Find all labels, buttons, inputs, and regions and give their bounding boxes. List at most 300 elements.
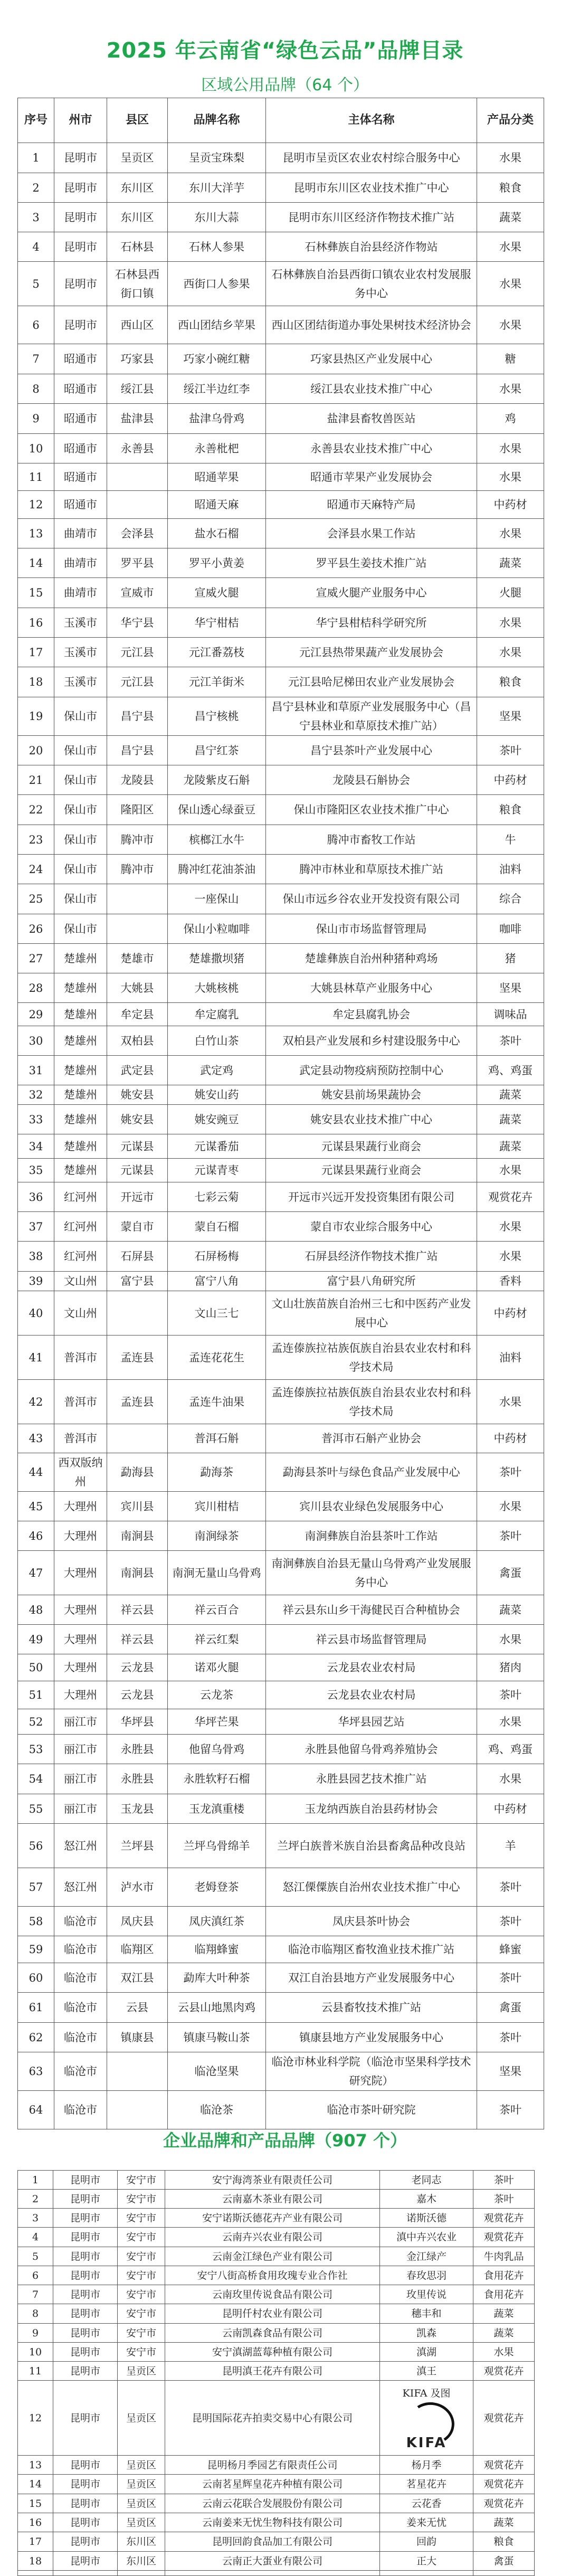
cell-entity-name: 绥江县农业技术推广中心	[266, 374, 477, 404]
table-row	[18, 795, 544, 825]
cell-brand-name: 牟定腐乳	[168, 1003, 266, 1026]
cell-county: 勐海县	[107, 1453, 168, 1492]
cell-county: 华坪县	[107, 1709, 168, 1735]
cell-entity-name: 诺斯沃德	[380, 2209, 473, 2228]
cell-brand-name: 西山团结乡苹果	[168, 306, 266, 344]
cell-county: 昌宁县	[107, 697, 168, 736]
cell-prefecture: 文山州	[54, 1272, 107, 1291]
cell-prefecture: 保山市	[54, 884, 107, 914]
cell-county: 镇康县	[107, 2023, 168, 2052]
cell-entity-name: 姚安县前场果蔬协会	[266, 1085, 477, 1105]
cell-brand-name: 七彩云菊	[168, 1182, 266, 1212]
cell-prefecture: 西双版纳州	[54, 1453, 107, 1492]
table-row	[18, 1056, 544, 1085]
cell-entity-name: 昭通市苹果产业发展协会	[266, 463, 477, 491]
cell-entity-name: 永善县农业技术推广中心	[266, 434, 477, 463]
cell-entity-name: 大姚县林草产业服务中心	[266, 973, 477, 1003]
cell-county: 祥云县	[107, 1595, 168, 1625]
cell-prefecture: 临沧市	[54, 2023, 107, 2052]
kifa-label: KIFA 及图	[402, 2387, 451, 2399]
cell-entity-name: 凤庆县茶叶协会	[266, 1907, 477, 1936]
cell-prefecture: 昆明市	[53, 2247, 118, 2266]
cell-entity-name: 怒江傈僳族自治州农业技术推广中心	[266, 1868, 477, 1907]
cell-brand-name: 临沧坚果	[168, 2052, 266, 2091]
cell-entity-name: 罗平县生姜技术推广站	[266, 548, 477, 578]
cell-prefecture: 昆明市	[54, 143, 107, 173]
cell-county: 兰坪县	[107, 1824, 168, 1868]
table-row	[18, 1907, 544, 1936]
cell-entity-name: 元江县哈尼梯田农业产业发展协会	[266, 667, 477, 697]
cell-prefecture: 普洱市	[54, 1424, 107, 1453]
cell-index	[18, 2571, 53, 2576]
cell-brand-name: 昆明仟村农业有限公司	[165, 2304, 380, 2324]
cell-brand-name: 昭通苹果	[168, 463, 266, 491]
cell-product-category: 禽蛋	[477, 1993, 544, 2023]
cell-entity-name: 姜来无忧	[380, 2513, 473, 2532]
table-row	[18, 973, 544, 1003]
cell-prefecture: 大理州	[54, 1521, 107, 1551]
cell-prefecture: 昆明市	[53, 2304, 118, 2324]
cell-entity-name: 普洱市石斛产业协会	[266, 1424, 477, 1453]
table-row	[18, 2552, 535, 2571]
cell-product-category: 综合	[477, 884, 544, 914]
cell-entity-name: 回韵	[380, 2532, 473, 2552]
cell-product-category: 茶叶	[477, 736, 544, 765]
cell-index: 37	[18, 1212, 54, 1242]
cell-prefecture: 大理州	[54, 1654, 107, 1681]
cell-entity-name: 茗星花卉	[380, 2475, 473, 2494]
cell-index: 35	[18, 1159, 54, 1182]
cell-entity-name: 孟连傣族拉祜族佤族自治县农业农村和科学技术局	[266, 1380, 477, 1424]
cell-prefecture: 曲靖市	[54, 548, 107, 578]
cell-product-category: 水果	[477, 1212, 544, 1242]
cell-entity-name: 云龙县农业农村局	[266, 1681, 477, 1709]
cell-entity-name: 凯森	[380, 2324, 473, 2343]
cell-brand-name: 安宁海湾茶业有限责任公司	[165, 2171, 380, 2190]
cell-index: 19	[18, 697, 54, 736]
cell-index: 63	[18, 2052, 54, 2091]
cell-county: 罗平县	[107, 548, 168, 578]
cell-product-category: 水果	[477, 1625, 544, 1654]
cell-county: 孟连县	[107, 1380, 168, 1424]
cell-product-category: 鸡	[477, 404, 544, 434]
table-row	[18, 548, 544, 578]
cell-product-category: 水果	[477, 1380, 544, 1424]
cell-county: 安宁市	[118, 2343, 165, 2362]
cell-index: 17	[18, 2532, 53, 2552]
section-title-regional-brands: 区域公用品牌（64 个）	[201, 76, 369, 94]
cell-brand-name: 昆明杨月季园艺有限责任公司	[165, 2456, 380, 2475]
cell-brand-name: 云南嘉木茶业有限公司	[165, 2190, 380, 2209]
cell-brand-name: 武定鸡	[168, 1056, 266, 1085]
cell-brand-name: 一座保山	[168, 884, 266, 914]
cell-product-category: 中药材	[477, 1291, 544, 1336]
cell-prefecture: 红河州	[54, 1182, 107, 1212]
cell-entity-name: 开远市兴远开发投资集团有限公司	[266, 1182, 477, 1212]
cell-county: 富宁县	[107, 1272, 168, 1291]
cell-county: 元谋县	[107, 1159, 168, 1182]
cell-index: 44	[18, 1453, 54, 1492]
cell-prefecture: 昆明市	[53, 2324, 118, 2343]
cell-product-category: 坚果	[477, 697, 544, 736]
cell-product-category: 中药材	[477, 765, 544, 795]
cell-entity-name: 滇湖	[380, 2343, 473, 2362]
cell-prefecture: 丽江市	[54, 1709, 107, 1735]
cell-brand-name: 玉龙滇重楼	[168, 1794, 266, 1824]
cell-prefecture: 红河州	[54, 1242, 107, 1272]
cell-product-category: 水果	[477, 434, 544, 463]
cell-county: 双柏县	[107, 1026, 168, 1056]
cell-index: 33	[18, 1105, 54, 1134]
cell-brand-name: 诺邓火腿	[168, 1654, 266, 1681]
cell-entity-name: 宣威火腿产业服务中心	[266, 578, 477, 608]
cell-product-category: 水果	[477, 1492, 544, 1521]
cell-product-category: 茶叶	[473, 2190, 535, 2209]
cell-index: 34	[18, 1134, 54, 1159]
cell-brand-name: 华坪芒果	[168, 1709, 266, 1735]
table-row	[18, 404, 544, 434]
cell-brand-name: 安宁诺斯沃德花卉产业有限公司	[165, 2209, 380, 2228]
cell-prefecture: 临沧市	[54, 1993, 107, 2023]
cell-brand-name: 勐海茶	[168, 1453, 266, 1492]
cell-county: 大姚县	[107, 973, 168, 1003]
cell-product-category: 牛	[477, 825, 544, 855]
table-row	[18, 203, 544, 232]
cell-product-category: 油料	[477, 1336, 544, 1380]
cell-product-category: 观赏花卉	[473, 2475, 535, 2494]
cell-brand-name: 云南卉兴农业有限公司	[165, 2228, 380, 2247]
cell-index: 14	[18, 2475, 53, 2494]
cell-index: 47	[18, 1551, 54, 1595]
cell-brand-name: 楚雄撒坝猪	[168, 944, 266, 973]
cell-county: 会泽县	[107, 519, 168, 548]
cell-entity-name: 楚雄彝族自治州种猪种鸡场	[266, 944, 477, 973]
cell-entity-name: 永胜县他留乌骨鸡养殖协会	[266, 1735, 477, 1764]
cell-county: 呈贡区	[118, 2475, 165, 2494]
cell-brand-name: 白竹山茶	[168, 1026, 266, 1056]
cell-prefecture: 临沧市	[54, 1963, 107, 1993]
table-row	[18, 173, 544, 203]
cell-entity-name: 盐津县畜牧兽医站	[266, 404, 477, 434]
cell-index: 5	[18, 262, 54, 306]
cell-brand-name: 盐津乌骨鸡	[168, 404, 266, 434]
cell-brand-name: 南涧绿茶	[168, 1521, 266, 1551]
cell-brand-name: 东川大洋芋	[168, 173, 266, 203]
cell-brand-name: 安宁八街高桥食用玫瑰专业合作社	[165, 2266, 380, 2285]
cell-county: 呈贡区	[107, 143, 168, 173]
cell-product-category: 蔬菜	[473, 2304, 535, 2324]
cell-county: 安宁市	[118, 2209, 165, 2228]
cell-product-category: 茶叶	[477, 2091, 544, 2129]
cell-prefecture: 普洱市	[54, 1336, 107, 1380]
cell-product-category: 鸡、鸡蛋	[477, 1735, 544, 1764]
cell-prefecture: 昆明市	[53, 2171, 118, 2190]
cell-prefecture: 昆明市	[53, 2513, 118, 2532]
cell-product-category: 咖啡	[477, 914, 544, 944]
cell-prefecture: 昆明市	[53, 2285, 118, 2304]
table-row	[18, 1336, 544, 1380]
cell-product-category: 蔬菜	[477, 1105, 544, 1134]
cell-entity-name: 石林彝族自治县西街口镇农业农村发展服务中心	[266, 262, 477, 306]
cell-prefecture: 丽江市	[54, 1794, 107, 1824]
cell-product-category: 牛肉乳品	[473, 2247, 535, 2266]
cell-prefecture: 昭通市	[54, 374, 107, 404]
cell-product-category: 茶叶	[477, 1963, 544, 1993]
cell-index: 11	[18, 463, 54, 491]
cell-index: 52	[18, 1709, 54, 1735]
cell-product-category: 粮食	[477, 795, 544, 825]
cell-entity-name: 临沧市林业科学院（临沧市坚果科学技术研究院）	[266, 2052, 477, 2091]
cell-product-category: 粮食	[477, 173, 544, 203]
cell-brand-name	[165, 2571, 380, 2576]
cell-entity-name: 滇中卉兴农业	[380, 2228, 473, 2247]
cell-index: 3	[18, 203, 54, 232]
cell-product-category: 水果	[477, 638, 544, 667]
table-row	[18, 374, 544, 404]
table-row	[18, 1551, 544, 1595]
table-row	[18, 1380, 544, 1424]
cell-prefecture: 临沧市	[54, 2091, 107, 2129]
cell-brand-name: 元江羊街米	[168, 667, 266, 697]
cell-entity-name: 元谋县果蔬行业商会	[266, 1134, 477, 1159]
cell-brand-name: 宾川柑桔	[168, 1492, 266, 1521]
cell-brand-name: 罗平小黄姜	[168, 548, 266, 578]
cell-index: 2	[18, 2190, 53, 2209]
table-row	[18, 2475, 535, 2494]
cell-product-category: 水果	[477, 306, 544, 344]
cell-product-category: 蜂蜜	[477, 1936, 544, 1963]
cell-county: 玉龙县	[107, 1794, 168, 1824]
cell-county: 永胜县	[107, 1735, 168, 1764]
cell-county: 牟定县	[107, 1003, 168, 1026]
cell-brand-name: 云南金江绿色产业有限公司	[165, 2247, 380, 2266]
cell-prefecture: 楚雄州	[54, 1085, 107, 1105]
cell-product-category: 坚果	[477, 973, 544, 1003]
cell-entity-name: 腾冲市畜牧工作站	[266, 825, 477, 855]
cell-index: 49	[18, 1625, 54, 1654]
cell-entity-name: 石林彝族自治县经济作物站	[266, 232, 477, 262]
table-row	[18, 1595, 544, 1625]
header-prefecture: 州市	[54, 98, 107, 143]
cell-prefecture: 昆明市	[54, 232, 107, 262]
cell-index: 28	[18, 973, 54, 1003]
table-row	[18, 2247, 535, 2266]
cell-brand-name: 云南正大蛋业有限公司	[165, 2552, 380, 2571]
cell-entity-name	[380, 2571, 473, 2576]
cell-brand-name: 安宁滇湖蓝莓种植有限公司	[165, 2343, 380, 2362]
table-row	[18, 914, 544, 944]
cell-county: 姚安县	[107, 1105, 168, 1134]
cell-county: 蒙自市	[107, 1212, 168, 1242]
cell-prefecture: 玉溪市	[54, 638, 107, 667]
cell-index: 48	[18, 1595, 54, 1625]
cell-county: 宾川县	[107, 1492, 168, 1521]
cell-brand-name: 孟连花花生	[168, 1336, 266, 1380]
cell-brand-name: 云南云花联合发展股份有限公司	[165, 2494, 380, 2513]
cell-county: 腾冲市	[107, 855, 168, 884]
cell-county: 南涧县	[107, 1521, 168, 1551]
table-header-row	[18, 98, 544, 143]
cell-index: 12	[18, 491, 54, 519]
kifa-brand-cell	[397, 2386, 455, 2450]
cell-entity-name: 富宁县八角研究所	[266, 1272, 477, 1291]
cell-brand-name: 姚安山药	[168, 1085, 266, 1105]
table-row	[18, 1105, 544, 1134]
kifa-logo-icon: KIFA	[397, 2402, 455, 2450]
cell-brand-name: 老姆登茶	[168, 1868, 266, 1907]
cell-entity-name: 春玫思羽	[380, 2266, 473, 2285]
cell-brand-name: 西街口人参果	[168, 262, 266, 306]
cell-prefecture: 大理州	[54, 1625, 107, 1654]
cell-county: 安宁市	[118, 2247, 165, 2266]
cell-county: 凤庆县	[107, 1907, 168, 1936]
cell-county: 石林县	[107, 232, 168, 262]
cell-index: 14	[18, 548, 54, 578]
cell-entity-name: 永胜县园艺技术推广站	[266, 1764, 477, 1794]
cell-index: 18	[18, 2552, 53, 2571]
section-title-enterprise-brands: 企业品牌和产品品牌（907 个）	[163, 2130, 407, 2151]
cell-product-category: 观赏花卉	[473, 2381, 535, 2456]
cell-index: 39	[18, 1272, 54, 1291]
cell-county	[107, 1424, 168, 1453]
table-row	[18, 1003, 544, 1026]
cell-prefecture: 昆明市	[53, 2228, 118, 2247]
cell-brand-name: 昆明国际花卉拍卖交易中心有限公司	[165, 2381, 380, 2456]
cell-entity-name: 镇康县地方产业发展服务中心	[266, 2023, 477, 2052]
cell-entity-name: 元江县热带果蔬产业发展协会	[266, 638, 477, 667]
cell-product-category: 水果	[477, 1159, 544, 1182]
cell-index: 15	[18, 578, 54, 608]
table-row	[18, 1242, 544, 1272]
cell-prefecture: 昭通市	[54, 434, 107, 463]
cell-brand-name: 南涧无量山乌骨鸡	[168, 1551, 266, 1595]
cell-entity-name: 元谋县果蔬行业商会	[266, 1159, 477, 1182]
cell-county: 呈贡区	[118, 2494, 165, 2513]
cell-entity-name: 石屏县经济作物技术推广站	[266, 1242, 477, 1272]
cell-brand-name: 巧家小碗红糖	[168, 344, 266, 374]
table-row	[18, 825, 544, 855]
cell-product-category: 蔬菜	[477, 203, 544, 232]
table-row	[18, 2190, 535, 2209]
cell-entity-name: 昆明市东川区经济作物技术推广站	[266, 203, 477, 232]
cell-index: 9	[18, 2324, 53, 2343]
table-row	[18, 1936, 544, 1963]
cell-prefecture: 楚雄州	[54, 944, 107, 973]
table-row	[18, 1134, 544, 1159]
cell-prefecture: 楚雄州	[54, 1003, 107, 1026]
cell-brand-name: 云南凯森食品有限公司	[165, 2324, 380, 2343]
cell-county: 安宁市	[118, 2324, 165, 2343]
table-row	[18, 884, 544, 914]
cell-brand-name: 昌宁红茶	[168, 736, 266, 765]
cell-product-category: 火腿	[477, 578, 544, 608]
cell-index: 31	[18, 1056, 54, 1085]
cell-county: 绥江县	[107, 374, 168, 404]
cell-prefecture: 昆明市	[54, 306, 107, 344]
cell-brand-name: 槟榔江水牛	[168, 825, 266, 855]
cell-county: 开远市	[107, 1182, 168, 1212]
cell-entity-name: 龙陵县石斛协会	[266, 765, 477, 795]
cell-county: 安宁市	[118, 2304, 165, 2324]
cell-product-category: 粮食	[473, 2532, 535, 2552]
cell-index: 13	[18, 2456, 53, 2475]
table-row	[18, 1824, 544, 1868]
table-row	[18, 1654, 544, 1681]
cell-index: 51	[18, 1681, 54, 1709]
cell-county: 昌宁县	[107, 736, 168, 765]
cell-prefecture: 保山市	[54, 825, 107, 855]
cell-entity-name: 双江自治县地方产业发展服务中心	[266, 1963, 477, 1993]
cell-prefecture: 昆明市	[53, 2362, 118, 2381]
cell-prefecture: 普洱市	[54, 1380, 107, 1424]
cell-county	[118, 2571, 165, 2576]
cell-entity-name: 文山壮族苗族自治州三七和中医药产业发展中心	[266, 1291, 477, 1336]
cell-county: 楚雄市	[107, 944, 168, 973]
cell-index: 45	[18, 1492, 54, 1521]
cell-product-category: 水果	[477, 1242, 544, 1272]
cell-product-category: 水果	[477, 262, 544, 306]
cell-prefecture: 曲靖市	[54, 578, 107, 608]
table-row	[18, 855, 544, 884]
table-row	[18, 1764, 544, 1794]
cell-prefecture: 楚雄州	[54, 1159, 107, 1182]
table-row	[18, 2266, 535, 2285]
cell-prefecture: 昆明市	[53, 2552, 118, 2571]
cell-index: 18	[18, 667, 54, 697]
cell-index: 22	[18, 795, 54, 825]
header-index: 序号	[18, 98, 54, 143]
regional-brands-table	[17, 98, 544, 2129]
cell-brand-name: 昌宁核桃	[168, 697, 266, 736]
cell-index: 12	[18, 2381, 53, 2456]
cell-index: 57	[18, 1868, 54, 1907]
cell-prefecture: 昆明市	[54, 173, 107, 203]
cell-county: 安宁市	[118, 2285, 165, 2304]
table-row	[18, 2052, 544, 2091]
cell-entity-name: 南涧彝族自治县茶叶工作站	[266, 1521, 477, 1551]
cell-index: 32	[18, 1085, 54, 1105]
cell-entity-name: 临沧市临翔区畜牧渔业技术推广站	[266, 1936, 477, 1963]
table-row	[18, 1521, 544, 1551]
cell-index: 62	[18, 2023, 54, 2052]
cell-entity-name: 西山区团结街道办事处果树技术经济协会	[266, 306, 477, 344]
cell-prefecture: 昆明市	[53, 2209, 118, 2228]
cell-entity-name: 武定县动物疫病预防控制中心	[266, 1056, 477, 1085]
cell-product-category: 坚果	[477, 2052, 544, 2091]
cell-index: 29	[18, 1003, 54, 1026]
cell-brand-name: 保山小粒咖啡	[168, 914, 266, 944]
table-row	[18, 2343, 535, 2362]
cell-county: 武定县	[107, 1056, 168, 1085]
cell-county: 安宁市	[118, 2266, 165, 2285]
cell-entity-name: 保山市远乡谷农业开发投资有限公司	[266, 884, 477, 914]
cell-index: 16	[18, 608, 54, 638]
table-row	[18, 765, 544, 795]
cell-product-category: 中药材	[477, 1794, 544, 1824]
cell-index: 7	[18, 2285, 53, 2304]
cell-prefecture: 大理州	[54, 1492, 107, 1521]
cell-brand-name: 大姚核桃	[168, 973, 266, 1003]
enterprise-brands-table	[17, 2170, 535, 2576]
cell-index: 1	[18, 2171, 53, 2190]
cell-entity-name: 孟连傣族拉祜族佤族自治县农业农村和科学技术局	[266, 1336, 477, 1380]
cell-county: 石林县西街口镇	[107, 262, 168, 306]
cell-brand-name: 东川大蒜	[168, 203, 266, 232]
cell-entity-name: 祥云县东山乡干海健民百合种植协会	[266, 1595, 477, 1625]
cell-prefecture: 文山州	[54, 1291, 107, 1336]
cell-product-category: 蔬菜	[477, 1085, 544, 1105]
cell-product-category: 水果	[473, 2343, 535, 2362]
